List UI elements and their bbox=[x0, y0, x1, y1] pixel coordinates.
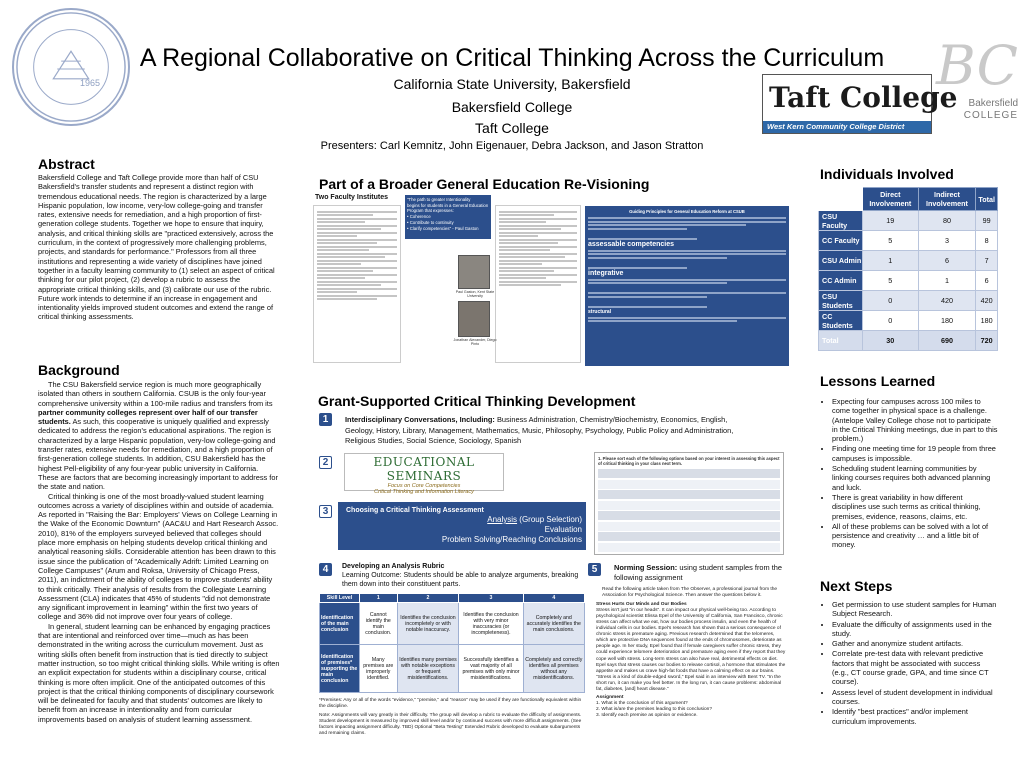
rubric-header-4: 4 bbox=[523, 594, 584, 603]
callout-line-2: begins for students in a General Education bbox=[407, 202, 489, 208]
step-3-title: Choosing a Critical Thinking Assessment bbox=[346, 507, 484, 514]
portrait-alexander bbox=[458, 301, 490, 337]
rubric-cell: Cannot identify the main conclusion. bbox=[360, 603, 398, 645]
rubric-cell: Identifies many premises with notable exceptions or frequent misidentifications. bbox=[397, 645, 459, 693]
step-4-number: 4 bbox=[319, 563, 332, 576]
bc-logo bbox=[936, 36, 1022, 132]
taft-logo-district: West Kern Community College District bbox=[763, 121, 931, 133]
rubric-header-3: 3 bbox=[459, 594, 523, 603]
ge-section-heading: Part of a Broader General Education Re-Visioning bbox=[319, 176, 650, 192]
callout-line-4: • Coherence bbox=[407, 214, 431, 220]
list-item: • Evaluate the difficulty of assignments used in the study. bbox=[832, 620, 998, 639]
background-body bbox=[38, 380, 280, 724]
background-p1-c: As such, this cooperative is uniquely qualified and expressly dedicated to address the region's educational aspirations. The region is characterized by a large Hispanic population, very-low college-going and transfer rates, extensive needs for remediation, and a high proportion of first-generation college students. In addition, CSU Bakersfield has the highest Pell-eligibility of any four-year public university in California. These are factors that are becoming increasingly important to address for the state and nation. bbox=[38, 417, 278, 492]
cell-direct: 5 bbox=[863, 271, 919, 291]
csub-seal-year: 1965 bbox=[80, 78, 101, 88]
lessons-list bbox=[822, 397, 998, 551]
cell-indirect: 420 bbox=[918, 291, 976, 311]
two-faculty-institutes-label: Two Faculty Institutes bbox=[315, 194, 388, 201]
ge-collage bbox=[313, 193, 791, 368]
taft-logo-name: Taft College bbox=[769, 81, 958, 114]
institute-schedule-doc-2 bbox=[495, 205, 581, 363]
rubric-header-2: 2 bbox=[397, 594, 459, 603]
step-5-label: Norming Session: bbox=[614, 563, 678, 572]
assessment-choice-banner bbox=[338, 502, 586, 550]
background-p1 bbox=[38, 380, 280, 492]
rubric-row bbox=[320, 645, 585, 693]
row-label: CSU Admin bbox=[819, 251, 863, 271]
rubric-header-skill: Skill Level bbox=[320, 594, 360, 603]
assignment-question-3: 3. Identify each premise as opinion or evidence. bbox=[596, 712, 698, 718]
subtitle-csub: California State University, Bakersfield bbox=[393, 76, 631, 92]
cell-indirect: 3 bbox=[918, 231, 976, 251]
individuals-row-cc-students bbox=[819, 311, 998, 331]
list-item: • Identify "best practices" and/or implement curriculum improvements. bbox=[832, 707, 998, 726]
guiding-principles-panel bbox=[585, 206, 789, 366]
assignment-title: Assignment bbox=[596, 694, 624, 700]
survey-screenshot bbox=[594, 452, 784, 555]
background-heading: Background bbox=[38, 362, 120, 378]
cell-direct: 19 bbox=[863, 211, 919, 231]
row-label: CSU Students bbox=[819, 291, 863, 311]
portrait-gaston bbox=[458, 255, 490, 289]
list-item: • Finding one meeting time for 19 people from three campuses is impossible. bbox=[832, 444, 998, 463]
individuals-col-blank bbox=[819, 188, 863, 211]
individuals-col-total: Total bbox=[976, 188, 998, 211]
step-4-label: Developing an Analysis Rubric bbox=[342, 563, 445, 570]
next-steps-heading: Next Steps bbox=[820, 578, 893, 594]
seminars-title: EDUCATIONAL SEMINARS bbox=[373, 455, 475, 483]
list-item: • There is great variability in how different disciplines use such terms as critical thinking, premises, evidence, reasons, claims, etc. bbox=[832, 493, 998, 521]
next-steps-list bbox=[822, 600, 998, 727]
individuals-row-cc-admin bbox=[819, 271, 998, 291]
cell-total: 420 bbox=[976, 291, 998, 311]
step-1-disciplines: Business Administration, Chemistry/Biochemistry, Economics, English, Geology, History, Library, Management, Mathematics, Music, Philosophy, Psychology, Public Policy and Administration, Religious Studies, Social Science, Sociology, Spanish bbox=[345, 415, 734, 445]
cell-total: 6 bbox=[976, 271, 998, 291]
individuals-row-csu-faculty bbox=[819, 211, 998, 231]
list-item: • Gather and anonymize student artifacts. bbox=[832, 639, 998, 648]
presenters: Presenters: Carl Kemnitz, John Eigenauer, Debra Jackson, and Jason Stratton bbox=[320, 140, 704, 152]
list-item: • Assess level of student development in individual courses. bbox=[832, 688, 998, 707]
callout-line-3: Program that expresses: bbox=[407, 208, 454, 214]
step-4-text bbox=[342, 562, 580, 589]
background-p2: Critical thinking is one of the most broadly-valued student learning outcomes across a variety of disciplines within and outside of academia. As reported in "Raising the Bar: Employers' Views on College Learning in the Wake of the Economic Downturn" (AAC&U and Hart Research Assoc. 2010), 81% of the employers surveyed believed that colleges should place more emphasis on helping students develop critical thinking and analytical reasoning skills. Considerable attention has been drawn to this issue since the publication of "Academically Adrift: Limited Learning on College Campuses" (Arum and Roksa, University of Chicago Press, 2011), an indictment of the ability of colleges to improve students' ability to think critically. Their analysis of results from the Collegiate Learning Assessment (CLA) indicates that 45% of students "did not demonstrate any significant improvement in learning" within the first two years of college and 36% did not improve over four years of college. bbox=[38, 491, 279, 622]
cell-direct: 5 bbox=[863, 231, 919, 251]
individuals-row-csu-admin bbox=[819, 251, 998, 271]
rubric-note-difficulty: Note: Assignments will vary greatly in their difficulty. The group will develop a rubric to evaluate the difficulty of assignments. Student development is measured by improved skill level and/or by continued success with more difficult assignments. (See factors impacting assignment difficulty. TBD) Optional "Beta Testing" Extended Rubric developed to evaluate subarguments and remaining claims. bbox=[319, 713, 582, 736]
bc-name-line2: COLLEGE bbox=[963, 110, 1018, 121]
bc-monogram: BC bbox=[936, 34, 1019, 97]
callout-line-5: • Contribute to continuity bbox=[407, 219, 454, 225]
row-label: CC Students bbox=[819, 311, 863, 331]
option-problem-solving: Problem Solving/Reaching Conclusions bbox=[441, 535, 582, 544]
subtitle-bc: Bakersfield College bbox=[451, 99, 573, 115]
row-label: Total bbox=[819, 331, 863, 351]
grant-section-heading: Grant-Supported Critical Thinking Development bbox=[318, 393, 636, 409]
cell-total: 99 bbox=[976, 211, 998, 231]
background-p3: In general, student learning can be enhanced by engaging practices that are intentional and reinforced over time—much as has been demonstrated in the writing across the curriculum movement. Just as writing skills often benefit from instruction that is tied directly to subject matter instruction, so too might critical thinking skills. While writing is often an explicit expectation for students within a disciplinary course, critical thinking is more often implicit. One of the anticipated outcomes of this project is that the critical thinking components of disciplinary coursework will be delineated for faculty and that students' outcomes are likely to benefit from an increase in intentionality and from curricular improvements based on analysis of student learning assessment. bbox=[38, 621, 280, 724]
seminars-sub-1: Focus on Core Competencies bbox=[387, 483, 461, 489]
guiding-principles-title: Guiding Principles for General Education Reform at CSUB bbox=[629, 209, 745, 214]
cell-direct: 30 bbox=[863, 331, 919, 351]
list-item: • Get permission to use student samples for Human Subject Research. bbox=[832, 600, 998, 619]
step-5-description: using student samples from the following assignment bbox=[614, 563, 783, 582]
cell-total: 8 bbox=[976, 231, 998, 251]
step-5-text bbox=[614, 563, 784, 582]
step-1-text bbox=[345, 415, 745, 447]
cell-indirect: 690 bbox=[918, 331, 976, 351]
assignment-article bbox=[596, 587, 786, 719]
guiding-term-assessable: assessable competencies bbox=[588, 241, 674, 248]
cell-direct: 0 bbox=[863, 291, 919, 311]
step-3-number: 3 bbox=[319, 505, 332, 518]
gaston-quote-callout bbox=[405, 195, 491, 239]
poster-title: A Regional Collaborative on Critical Thinking Across the Curriculum bbox=[139, 44, 885, 72]
assignment-question-1: 1. What is the conclusion of this argument? bbox=[596, 700, 688, 706]
cell-direct: 0 bbox=[863, 311, 919, 331]
rubric-cell: Many premises are improperly identified. bbox=[360, 645, 398, 693]
background-p1-bold: partner community colleges represent over half of our transfer students. bbox=[38, 407, 258, 427]
abstract-text: Bakersfield College and Taft College provide more than half of CSU Bakersfield's transfer students and represent a distinct region with tremendous educational needs. The region is characterized by a large Hispanic population, low income, very-low college-going and transfer rates, extensive needs for remediation, and a high proportion of first-generation college students. Together we hope to ensure that inquiry, analysis, and critical thinking skills are "practiced extensively, across the curriculum, in the context of progressively more challenging problems, projects, and standards for performance." Professors from all three institutions and representing a wide variety of disciplines have joined together in a faculty learning community to (1) select an aspect of critical thinking for our pilot project, (2) develop a rubric to assess the appropriate critical thinking skills, and (3) calibrate our use of the rubric. Future work intends to determine if an increase in engagement and intentionality yields improved student outcomes and extend the range of critical thinking assessments. bbox=[38, 173, 275, 322]
rubric-row-label: Identification of the main conclusion bbox=[320, 603, 360, 645]
list-item: • Scheduling student learning communities by linking courses requires both advanced planning and luck. bbox=[832, 464, 998, 492]
rubric-cell: Successfully identifies a vast majority of all premises with only minor misidentifications. bbox=[459, 645, 523, 693]
bc-name-line1: Bakersfield bbox=[968, 98, 1018, 109]
cell-total: 180 bbox=[976, 311, 998, 331]
option-analysis: Analysis bbox=[487, 515, 518, 524]
option-group-selection: (Group Selection) bbox=[519, 515, 582, 524]
cell-indirect: 1 bbox=[918, 271, 976, 291]
analysis-rubric-table bbox=[319, 593, 585, 693]
educational-seminars-banner bbox=[344, 453, 504, 495]
option-evaluation: Evaluation bbox=[544, 525, 582, 534]
individuals-heading: Individuals Involved bbox=[820, 166, 954, 182]
row-label: CSU Faculty bbox=[819, 211, 863, 231]
cell-total: 7 bbox=[976, 251, 998, 271]
row-label: CC Admin bbox=[819, 271, 863, 291]
individuals-table bbox=[818, 187, 998, 351]
seminars-sub-2: Critical Thinking and Information Literacy bbox=[374, 489, 474, 495]
cell-indirect: 6 bbox=[918, 251, 976, 271]
guiding-term-structural: structural bbox=[588, 309, 612, 315]
step-3-options bbox=[442, 515, 582, 545]
row-label: CC Faculty bbox=[819, 231, 863, 251]
individuals-header-row bbox=[819, 188, 998, 211]
step-1-number: 1 bbox=[319, 413, 332, 426]
individuals-col-direct: Direct Involvement bbox=[863, 188, 919, 211]
survey-question: 1. Please sort each of the following options based on your interest in assessing this aspect of critical thinking in your class next term. bbox=[598, 456, 780, 466]
callout-line-6: • Clarify competencies" - Paul Gaston bbox=[407, 225, 479, 231]
lessons-heading: Lessons Learned bbox=[820, 373, 936, 389]
guiding-term-integrative: integrative bbox=[588, 270, 624, 277]
rubric-header-1: 1 bbox=[360, 594, 398, 603]
rubric-row bbox=[320, 603, 585, 645]
rubric-row-label: Identification of premises* supporting the main conclusion bbox=[320, 645, 360, 693]
rubric-cell: Identifies the conclusion with very minor inaccuracies (or incompleteness). bbox=[459, 603, 523, 645]
assignment-question-2: 2. What is/are the premises leading to this conclusion? bbox=[596, 706, 712, 712]
article-title: Stress Hurts Our Minds and Our Bodies bbox=[596, 602, 687, 608]
abstract-heading: Abstract bbox=[38, 156, 95, 172]
list-item: • Expecting four campuses across 100 miles to come together in physical space is a challenge. (Antelope Valley College chose not to participate in the Critical Thinking meetings, due in part to this problem.) bbox=[832, 397, 998, 443]
list-item: • All of these problems can be solved with a lot of persistence and creativity … and a little bit of money. bbox=[832, 522, 998, 550]
individuals-col-indirect: Indirect Involvement bbox=[918, 188, 976, 211]
cell-indirect: 80 bbox=[918, 211, 976, 231]
individuals-row-total bbox=[819, 331, 998, 351]
step-4-outcome: Learning Outcome: Students should be able to analyze arguments, breaking them down into their constituent parts. bbox=[342, 572, 579, 588]
rubric-cell: Completely and correctly identifies all premises without any misidentifications. bbox=[523, 645, 584, 693]
rubric-cell: Completely and accurately identifies the main conclusions. bbox=[523, 603, 584, 645]
assignment-intro: Read the following article taken from The Observer, a professional journal from the Association for Psychological Science. Then answer the questions below it. bbox=[602, 587, 778, 599]
institute-schedule-doc-1 bbox=[313, 205, 401, 363]
subtitle-taft: Taft College bbox=[475, 120, 549, 136]
taft-college-logo bbox=[762, 74, 958, 134]
individuals-row-csu-students bbox=[819, 291, 998, 311]
portrait-alexander-caption: Jonathan Alexander, Diego Pinto bbox=[453, 338, 497, 346]
rubric-cell: Identifies the conclusion incompletely or with notable inaccuracy. bbox=[397, 603, 459, 645]
portrait-gaston-caption: Paul Gaston, Kent State University bbox=[455, 290, 495, 298]
rubric-note-premises: *Premises: Any or all of the words "evidence," "premise," and "reason" may be used if they are functionally equivalent within the discipline. bbox=[319, 698, 582, 709]
step-5-number: 5 bbox=[588, 563, 601, 576]
rubric-header-row bbox=[320, 594, 585, 603]
article-text: Stress isn't just "in our heads". It can impact our physical well-being too. According to psychological scientist Elissa Epel of the University of California, San Francisco, chronic stress can affect what we eat, how our bodies process insulin, and even the health of individual cells in our bodies. Epel's research has shown that a serious consequence of chronic stress is premature aging. Previous research determined that the telomeres, which are protective DNA sequences found at the ends of chromosomes, deteriorate as people age. In her study, Epel found that if female caregivers suffer chronic stress, they could experience telomere deterioration and premature aging even if they report that they cope well with stress. Long-term stress can also have real, detrimental effects on diet. Epel says that stress causes our bodies to release cortisol, a hormone that stimulates the appetite and makes us crave high-fat foods that have a calming effect on our brains. "Stress is a kind of double-edged sword," Epel said in an interview with Bent TV. "In the short run, it can make you feel better. In the long run, it can cause problems: abdominal fat, diabetes, [and] heart disease." bbox=[596, 608, 786, 692]
callout-line-1: "The path to greater Intentionality bbox=[407, 197, 471, 202]
list-item: • Correlate pre-test data with relevant predictive factors that might be associated with success (e.g., CT course grade, GPA, and time since CT course). bbox=[832, 649, 998, 686]
cell-direct: 1 bbox=[863, 251, 919, 271]
step-1-label: Interdisciplinary Conversations, Including: bbox=[345, 415, 495, 424]
cell-total: 720 bbox=[976, 331, 998, 351]
background-p1-a: The CSU Bakersfield service region is much more geographically isolated than others in southern California. CSUB is the only four-year comprehensive university within a 100-mile radius and transfers from its bbox=[38, 380, 273, 408]
step-2-number: 2 bbox=[319, 456, 332, 469]
rubric-notes bbox=[319, 698, 585, 737]
individuals-row-cc-faculty bbox=[819, 231, 998, 251]
cell-indirect: 180 bbox=[918, 311, 976, 331]
